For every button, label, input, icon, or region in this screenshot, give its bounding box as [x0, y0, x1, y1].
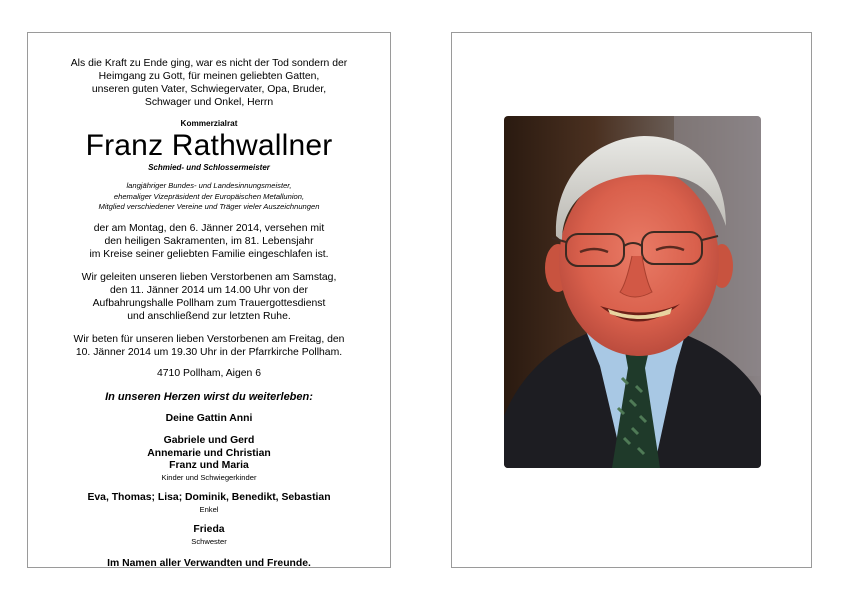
child-couple: Gabriele und Gerd [163, 435, 255, 447]
prayer-notice [28, 333, 390, 359]
intro-line: unseren guten Vater, Schwiegervater, Opa, Bruder, [91, 84, 327, 95]
funeral-notice [28, 271, 390, 323]
portrait-photo [504, 116, 761, 468]
closing-line: Im Namen aller Verwandten und Freunde. [107, 558, 311, 570]
grandchildren-group [28, 492, 390, 514]
grandchildren: Eva, Thomas; Lisa; Dominik, Benedikt, Sebastian [87, 492, 331, 504]
address: 4710 Pollham, Aigen 6 [157, 367, 261, 379]
obituary-text-panel [27, 32, 391, 568]
children-group [28, 435, 390, 482]
relation-label: Schwester [191, 536, 227, 546]
intro-line: Als die Kraft zu Ende ging, war es nicht der Tod sondern der [70, 58, 348, 69]
funeral-line: den 11. Jänner 2014 um 14.00 Uhr von der [110, 284, 308, 296]
honorary-title: Kommerzialrat [180, 119, 238, 128]
sister: Frieda [193, 524, 225, 536]
obituary-text [28, 57, 390, 569]
intro-text [28, 57, 390, 109]
funeral-line: Aufbahrungshalle Pollham zum Trauergottesdienst [92, 297, 326, 309]
intro-line: Heimgang zu Gott, für meinen geliebten Gatten, [98, 71, 320, 82]
roles-text [28, 181, 390, 213]
death-line: der am Montag, den 6. Jänner 2014, versehen mit [93, 222, 325, 234]
child-couple: Annemarie und Christian [147, 447, 271, 459]
prayer-line: 10. Jänner 2014 um 19.30 Uhr in der Pfarrkirche Pollham. [75, 346, 343, 358]
death-line: den heiligen Sakramenten, im 81. Lebensjahr [104, 235, 314, 247]
death-line: im Kreise seiner geliebten Familie eingeschlafen ist. [89, 248, 329, 260]
relation-label: Kinder und Schwiegerkinder [161, 472, 257, 482]
death-notice [28, 222, 390, 261]
funeral-line: und anschließend zur letzten Ruhe. [127, 310, 291, 322]
funeral-line: Wir geleiten unseren lieben Verstorbenen am Samstag, [81, 271, 337, 283]
child-couple: Franz und Maria [169, 460, 249, 472]
profession: Schmied- und Schlossermeister [148, 163, 270, 172]
deceased-name: Franz Rathwallner [85, 129, 333, 162]
prayer-line: Wir beten für unseren lieben Verstorbenen am Freitag, den [73, 333, 345, 345]
motto: In unseren Herzen wirst du weiterleben: [105, 390, 313, 403]
wife: Deine Gattin Anni [165, 412, 253, 424]
sister-group [28, 524, 390, 546]
role-line: ehemaliger Vizepräsident der Europäischen Metallunion, [113, 191, 305, 201]
intro-line: Schwager und Onkel, Herrn [144, 97, 274, 108]
photo-panel [451, 32, 812, 568]
role-line: langjähriger Bundes- und Landesinnungsmeister, [126, 181, 292, 190]
role-line: Mitglied verschiedener Vereine und Träger vieler Auszeichnungen [98, 202, 320, 212]
relation-label: Enkel [199, 504, 219, 514]
wife-group [28, 413, 390, 426]
